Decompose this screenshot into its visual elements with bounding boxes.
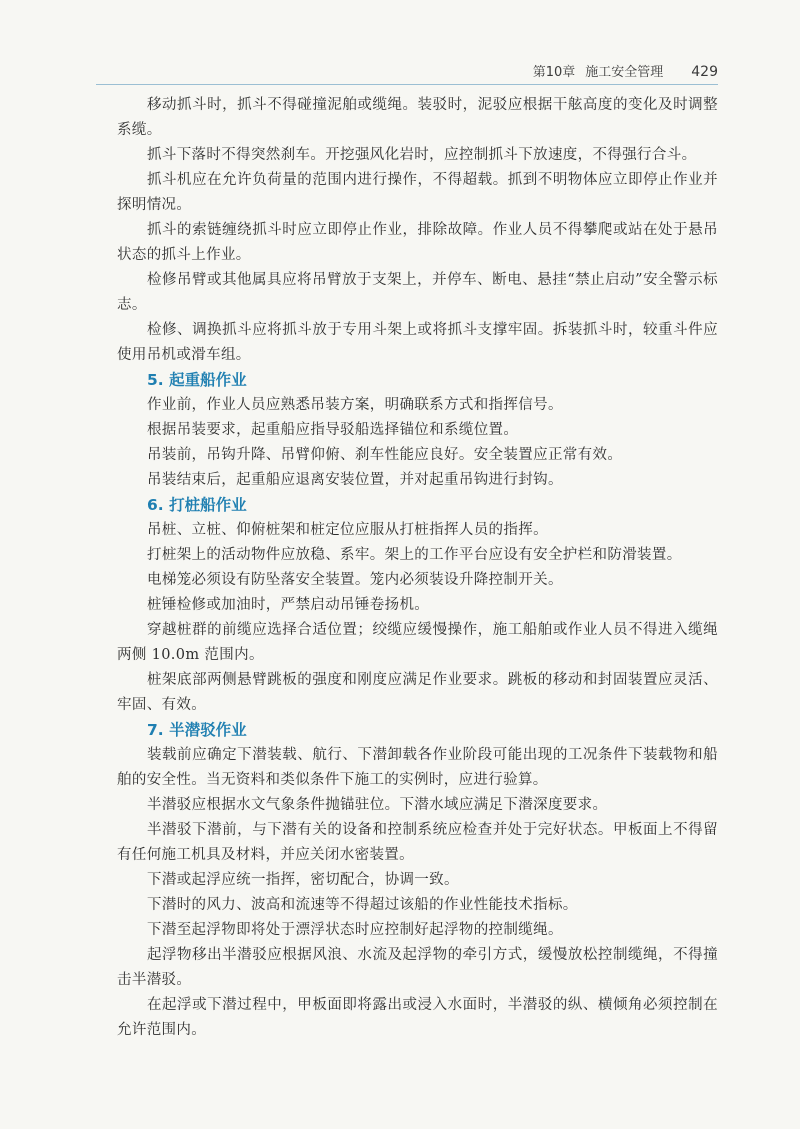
body-paragraph: 根据吊装要求，起重船应指导驳船选择锚位和系缆位置。 — [147, 422, 519, 438]
body-paragraph: 穿越桩群的前缆应选择合适位置；绞缆应缓慢操作，施工船舶或作业人员不得进入缆绳两侧 10.0m 范围内。 — [117, 622, 718, 663]
body-paragraph: 电梯笼必须设有防坠落安全装置。笼内必须装设升降控制开关。 — [147, 572, 563, 588]
body-paragraph: 装载前应确定下潜装载、航行、下潜卸载各作业阶段可能出现的工况条件下装载物和船舶的安全性。当无资料和类似条件下施工的实例时，应进行验算。 — [117, 747, 718, 788]
page-number: 429 — [691, 64, 718, 80]
body-paragraph: 半潜驳下潜前，与下潜有关的设备和控制系统应检查并处于完好状态。甲板面上不得留有任何施工机具及材料，并应关闭水密装置。 — [117, 822, 718, 863]
header-text — [533, 61, 718, 80]
chapter-title: 施工安全管理 — [585, 65, 664, 80]
body-paragraph: 抓斗的索链缠绕抓斗时应立即停止作业，排除故障。作业人员不得攀爬或站在处于悬吊状态的抓斗上作业。 — [117, 222, 718, 263]
section-heading: 6. 打桩船作业 — [147, 496, 247, 514]
body-paragraph: 检修吊臂或其他属具应将吊臂放于支架上，并停车、断电、悬挂“禁止启动”安全警示标志。 — [117, 272, 718, 313]
section-heading: 7. 半潜驳作业 — [147, 721, 247, 739]
body-paragraph: 下潜至起浮物即将处于漂浮状态时应控制好起浮物的控制缆绳。 — [147, 922, 563, 938]
body-paragraph: 吊装前，吊钩升降、吊臂仰俯、刹车性能应良好。安全装置应正常有效。 — [147, 447, 623, 463]
body-paragraph: 桩架底部两侧悬臂跳板的强度和刚度应满足作业要求。跳板的移动和封固装置应灵活、牢固、有效。 — [117, 672, 718, 713]
body-paragraph: 起浮物移出半潜驳应根据风浪、水流及起浮物的牵引方式，缓慢放松控制缆绳，不得撞击半潜驳。 — [117, 947, 718, 988]
body-paragraph: 吊装结束后，起重船应退离安装位置，并对起重吊钩进行封钩。 — [147, 472, 563, 488]
body-paragraph: 吊桩、立桩、仰俯桩架和桩定位应服从打桩指挥人员的指挥。 — [147, 522, 548, 538]
body-paragraph: 抓斗机应在允许负荷量的范围内进行操作，不得超载。抓到不明物体应立即停止作业并探明情况。 — [117, 172, 718, 213]
body-paragraph: 桩锤检修或加油时，严禁启动吊锤卷扬机。 — [147, 597, 430, 613]
page-header — [96, 54, 718, 85]
body-paragraph: 移动抓斗时，抓斗不得碰撞泥舶或缆绳。装驳时，泥驳应根据干舷高度的变化及时调整系缆。 — [117, 97, 718, 138]
chapter-number: 第10章 — [532, 65, 576, 80]
section-heading: 5. 起重船作业 — [147, 371, 247, 389]
body-paragraph: 检修、调换抓斗应将抓斗放于专用斗架上或将抓斗支撑牢固。拆装抓斗时，较重斗件应使用吊机或滑车组。 — [117, 322, 718, 363]
page-body — [117, 93, 718, 1043]
body-paragraph: 半潜驳应根据水文气象条件抛锚驻位。下潜水域应满足下潜深度要求。 — [147, 797, 608, 813]
body-paragraph: 作业前，作业人员应熟悉吊装方案，明确联系方式和指挥信号。 — [147, 397, 563, 413]
body-paragraph: 在起浮或下潜过程中，甲板面即将露出或浸入水面时，半潜驳的纵、横倾角必须控制在允许范围内。 — [117, 997, 718, 1038]
body-paragraph: 抓斗下落时不得突然刹车。开挖强风化岩时，应控制抓斗下放速度，不得强行合斗。 — [147, 147, 697, 163]
body-paragraph: 下潜或起浮应统一指挥，密切配合，协调一致。 — [147, 872, 459, 888]
body-paragraph: 下潜时的风力、波高和流速等不得超过该船的作业性能技术指标。 — [147, 897, 578, 913]
body-paragraph: 打桩架上的活动物件应放稳、系牢。架上的工作平台应设有安全护栏和防滑装置。 — [147, 547, 682, 563]
